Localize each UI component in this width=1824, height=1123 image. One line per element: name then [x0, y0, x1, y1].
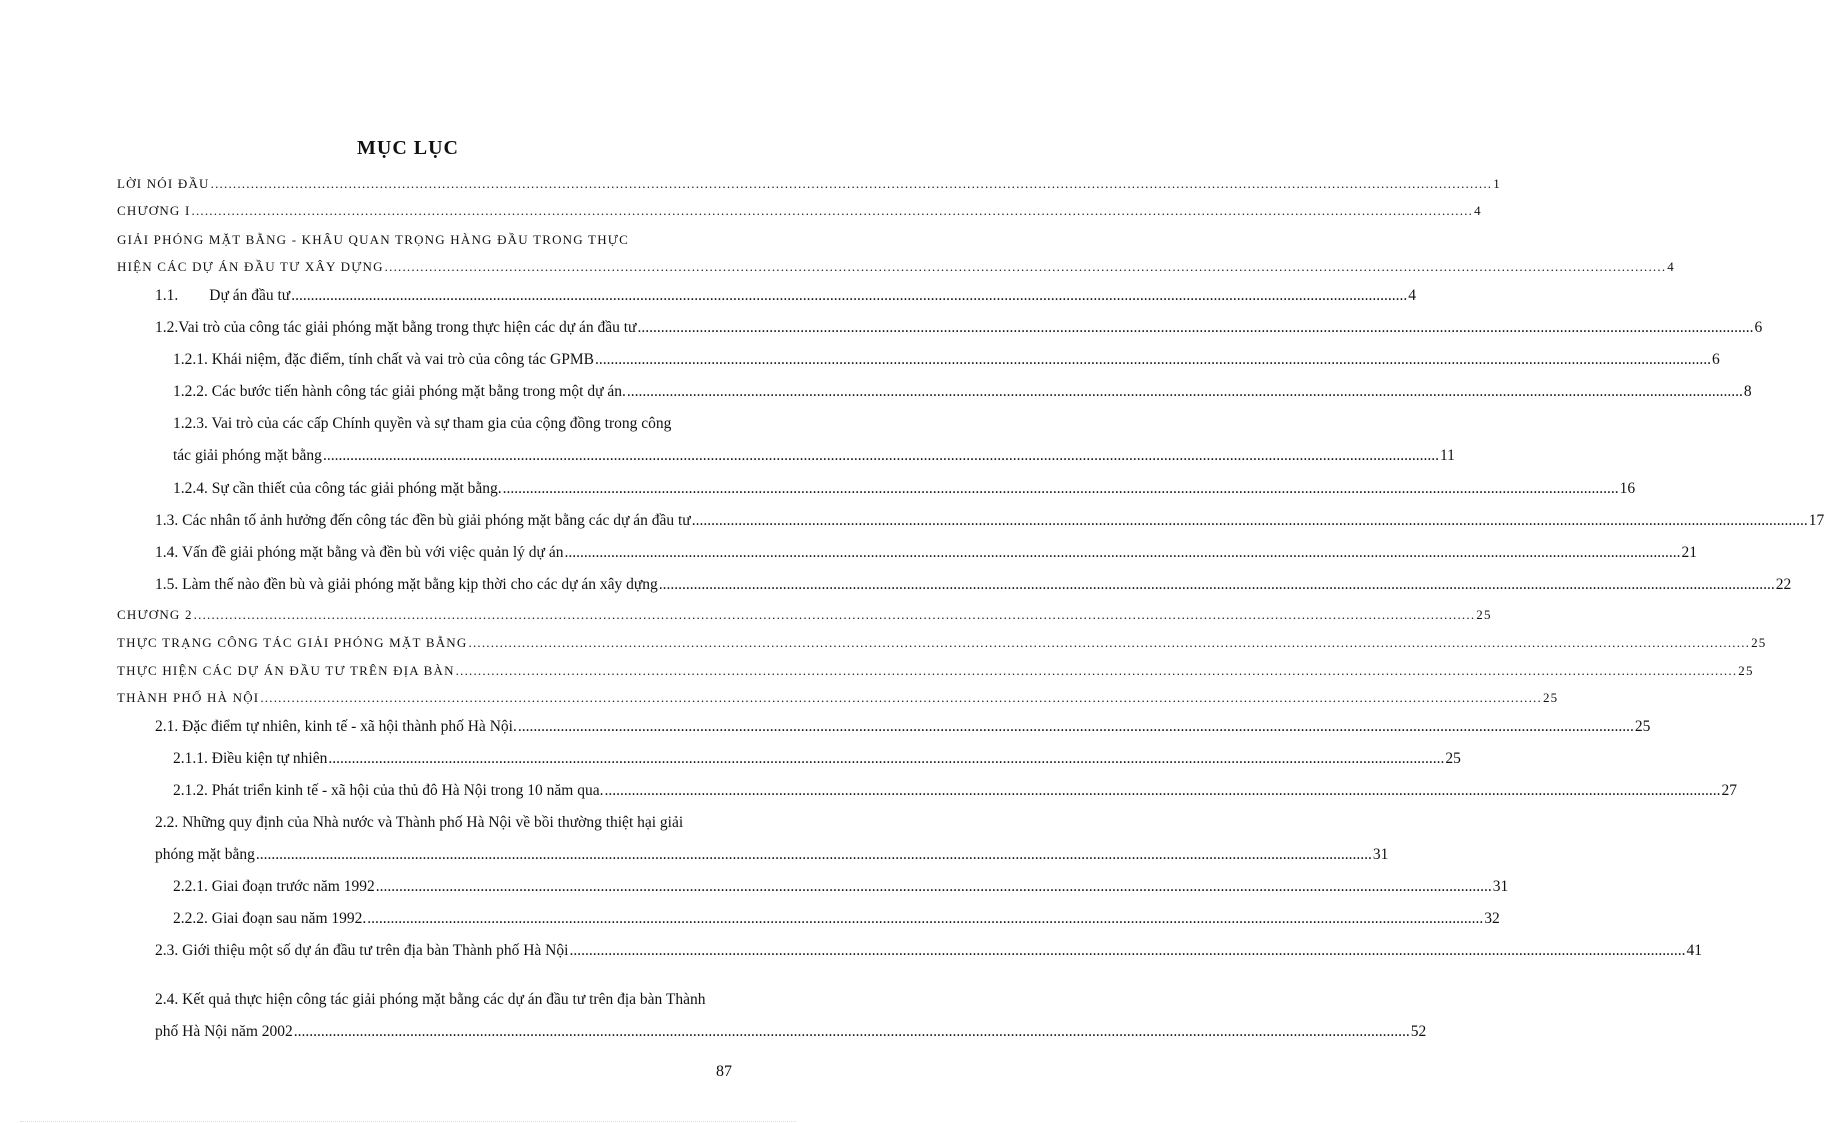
toc-entry-page: 41 — [1686, 942, 1702, 959]
toc-entry-page: 17 — [1808, 512, 1824, 529]
toc-entry-text: 2.1.1. Điều kiện tự nhiên — [173, 750, 328, 767]
dot-leader — [456, 661, 1738, 681]
toc-entry-2-2-1[interactable] — [173, 877, 1509, 897]
toc-entry-page: 4 — [1474, 203, 1482, 218]
dot-leader — [192, 201, 1474, 221]
toc-entry-2-4-line1: 2.4. Kết quả thực hiện công tác giải phóng mặt bằng các dự án đầu tư trên địa bàn Thành — [155, 991, 706, 1008]
toc-entry-text: HIỆN CÁC DỰ ÁN ĐẦU TƯ XÂY DỰNG — [117, 259, 384, 274]
toc-entry-text: 1.4. Vấn đề giải phóng mặt bằng và đền bù với việc quản lý dự án — [155, 544, 564, 561]
toc-entry-chapter2-title-line1[interactable] — [117, 633, 1767, 653]
dot-leader — [291, 286, 1407, 306]
dot-leader — [211, 174, 1493, 194]
dot-leader — [376, 877, 1492, 897]
toc-entry-text: 1.5. Làm thế nào đền bù và giải phóng mặt bằng kịp thời cho các dự án xây dựng — [155, 576, 658, 593]
toc-entry-text: THỰC TRẠNG CÔNG TÁC GIẢI PHÓNG MẶT BẰNG — [117, 635, 468, 650]
toc-entry-chapter2-title-line3[interactable] — [117, 688, 1559, 708]
toc-entry-text: 1.2.Vai trò của công tác giải phóng mặt bằng trong thực hiện các dự án đầu tư — [155, 319, 637, 336]
dot-leader — [385, 257, 1667, 277]
toc-entry-2-2-2[interactable] — [173, 909, 1500, 929]
toc-entry-1-5[interactable] — [155, 575, 1792, 595]
dot-leader — [503, 479, 1619, 499]
toc-entry-chuong-1[interactable] — [117, 201, 1482, 221]
toc-entry-page: 52 — [1410, 1023, 1427, 1040]
dot-leader — [692, 511, 1808, 531]
toc-entry-page: 8 — [1743, 383, 1752, 400]
dot-leader — [469, 633, 1751, 653]
toc-entry-page: 25 — [1476, 607, 1492, 622]
toc-entry-page: 6 — [1711, 351, 1720, 368]
toc-entry-page: 6 — [1754, 319, 1763, 336]
page-bottom-divider — [20, 1121, 796, 1122]
toc-entry-page: 11 — [1439, 447, 1455, 464]
toc-entry-page: 27 — [1721, 782, 1737, 799]
toc-entry-1-2-3-line2[interactable] — [173, 446, 1455, 466]
dot-leader — [595, 350, 1711, 370]
toc-entry-1-2-4[interactable] — [173, 479, 1636, 499]
toc-entry-1-2-2[interactable] — [173, 382, 1752, 402]
dot-leader — [260, 688, 1542, 708]
toc-entry-chapter1-title-line1: GIẢI PHÓNG MẶT BẰNG - KHÂU QUAN TRỌNG HÀNG ĐẦU TRONG THỰC — [117, 232, 629, 247]
dot-leader — [637, 318, 1753, 338]
toc-entry-page: 25 — [1542, 690, 1559, 705]
toc-entry-page: 1 — [1493, 176, 1501, 191]
toc-entry-chapter2-title-line2[interactable] — [117, 661, 1754, 681]
dot-leader — [659, 575, 1775, 595]
toc-entry-text: 1.1. Dự án đầu tư — [155, 287, 291, 304]
toc-entry-page: 21 — [1681, 544, 1697, 561]
dot-leader — [518, 717, 1634, 737]
toc-entry-page: 25 — [1634, 718, 1651, 735]
toc-entry-text: phố Hà Nội năm 2002 — [155, 1023, 293, 1040]
toc-entry-text: CHƯƠNG 2 — [117, 607, 193, 622]
toc-entry-page: 31 — [1492, 878, 1509, 895]
toc-entry-2-1[interactable] — [155, 717, 1651, 737]
toc-entry-text: CHƯƠNG I — [117, 203, 191, 218]
dot-leader — [294, 1022, 1410, 1042]
toc-entry-text: 2.3. Giới thiệu một số dự án đầu tư trên địa bàn Thành phố Hà Nội — [155, 942, 569, 959]
toc-entry-page: 25 — [1445, 750, 1461, 767]
toc-entry-text: 1.2.1. Khái niệm, đặc điểm, tính chất và vai trò của công tác GPMB — [173, 351, 594, 368]
toc-entry-1-4[interactable] — [155, 543, 1697, 563]
toc-entry-2-2-line1: 2.2. Những quy định của Nhà nước và Thành phố Hà Nội về bồi thường thiệt hại giải — [155, 814, 684, 831]
toc-entry-loi-noi-dau[interactable] — [117, 174, 1501, 194]
dot-leader — [604, 781, 1720, 801]
toc-entry-page: 25 — [1738, 663, 1754, 678]
toc-entry-chuong-2[interactable] — [117, 605, 1492, 625]
toc-entry-2-3[interactable] — [155, 941, 1702, 961]
toc-entry-text: LỜI NÓI ĐẦU — [117, 176, 210, 191]
toc-entry-text: 2.2.2. Giai đoạn sau năm 1992. — [173, 910, 367, 927]
toc-entry-text: phóng mặt bằng — [155, 846, 255, 863]
toc-entry-text: 1.3. Các nhân tố ảnh hưởng đến công tác đền bù giải phóng mặt bằng các dự án đầu tư — [155, 512, 691, 529]
dot-leader — [256, 845, 1372, 865]
toc-entry-1-2-1[interactable] — [173, 350, 1720, 370]
dot-leader — [194, 605, 1476, 625]
dot-leader — [564, 543, 1680, 563]
toc-entry-1-1[interactable] — [155, 286, 1416, 306]
toc-entry-page: 22 — [1775, 576, 1792, 593]
toc-title: MỤC LỤC — [357, 137, 459, 159]
dot-leader — [328, 749, 1444, 769]
dot-leader — [627, 382, 1743, 402]
page-number: 87 — [716, 1063, 732, 1080]
toc-entry-page: 32 — [1484, 910, 1500, 927]
toc-entry-text: 1.2.2. Các bước tiến hành công tác giải phóng mặt bằng trong một dự án. — [173, 383, 626, 400]
toc-entry-chapter1-title-line2[interactable] — [117, 257, 1675, 277]
toc-entry-page: 25 — [1751, 635, 1767, 650]
toc-entry-1-3[interactable] — [155, 511, 1824, 531]
toc-entry-2-2-line2[interactable] — [155, 845, 1389, 865]
toc-entry-1-2-3-line1: 1.2.3. Vai trò của các cấp Chính quyền và sự tham gia của cộng đồng trong công — [173, 415, 672, 432]
toc-entry-2-4-line2[interactable] — [155, 1022, 1427, 1042]
toc-entry-2-1-1[interactable] — [173, 749, 1461, 769]
toc-entry-2-1-2[interactable] — [173, 781, 1737, 801]
toc-entry-text: THỰC HIỆN CÁC DỰ ÁN ĐẦU TƯ TRÊN ĐỊA BÀN — [117, 663, 455, 678]
toc-entry-page: 4 — [1408, 287, 1416, 304]
toc-entry-page: 31 — [1372, 846, 1389, 863]
dot-leader — [367, 909, 1483, 929]
dot-leader — [323, 446, 1439, 466]
toc-entry-text: tác giải phóng mặt bằng — [173, 447, 322, 464]
toc-entry-text: 2.1.2. Phát triển kinh tế - xã hội của thủ đô Hà Nội trong 10 năm qua. — [173, 782, 604, 799]
toc-entry-text: 2.1. Đặc điểm tự nhiên, kinh tế - xã hội thành phố Hà Nội. — [155, 718, 517, 735]
toc-entry-text: THÀNH PHỐ HÀ NỘI — [117, 690, 260, 705]
toc-entry-page: 4 — [1667, 259, 1675, 274]
dot-leader — [569, 941, 1685, 961]
toc-entry-text: 2.2.1. Giai đoạn trước năm 1992 — [173, 878, 375, 895]
toc-entry-text: 1.2.4. Sự cần thiết của công tác giải phóng mặt bằng. — [173, 480, 502, 497]
toc-entry-1-2[interactable] — [155, 318, 1763, 338]
toc-entry-page: 16 — [1619, 480, 1636, 497]
